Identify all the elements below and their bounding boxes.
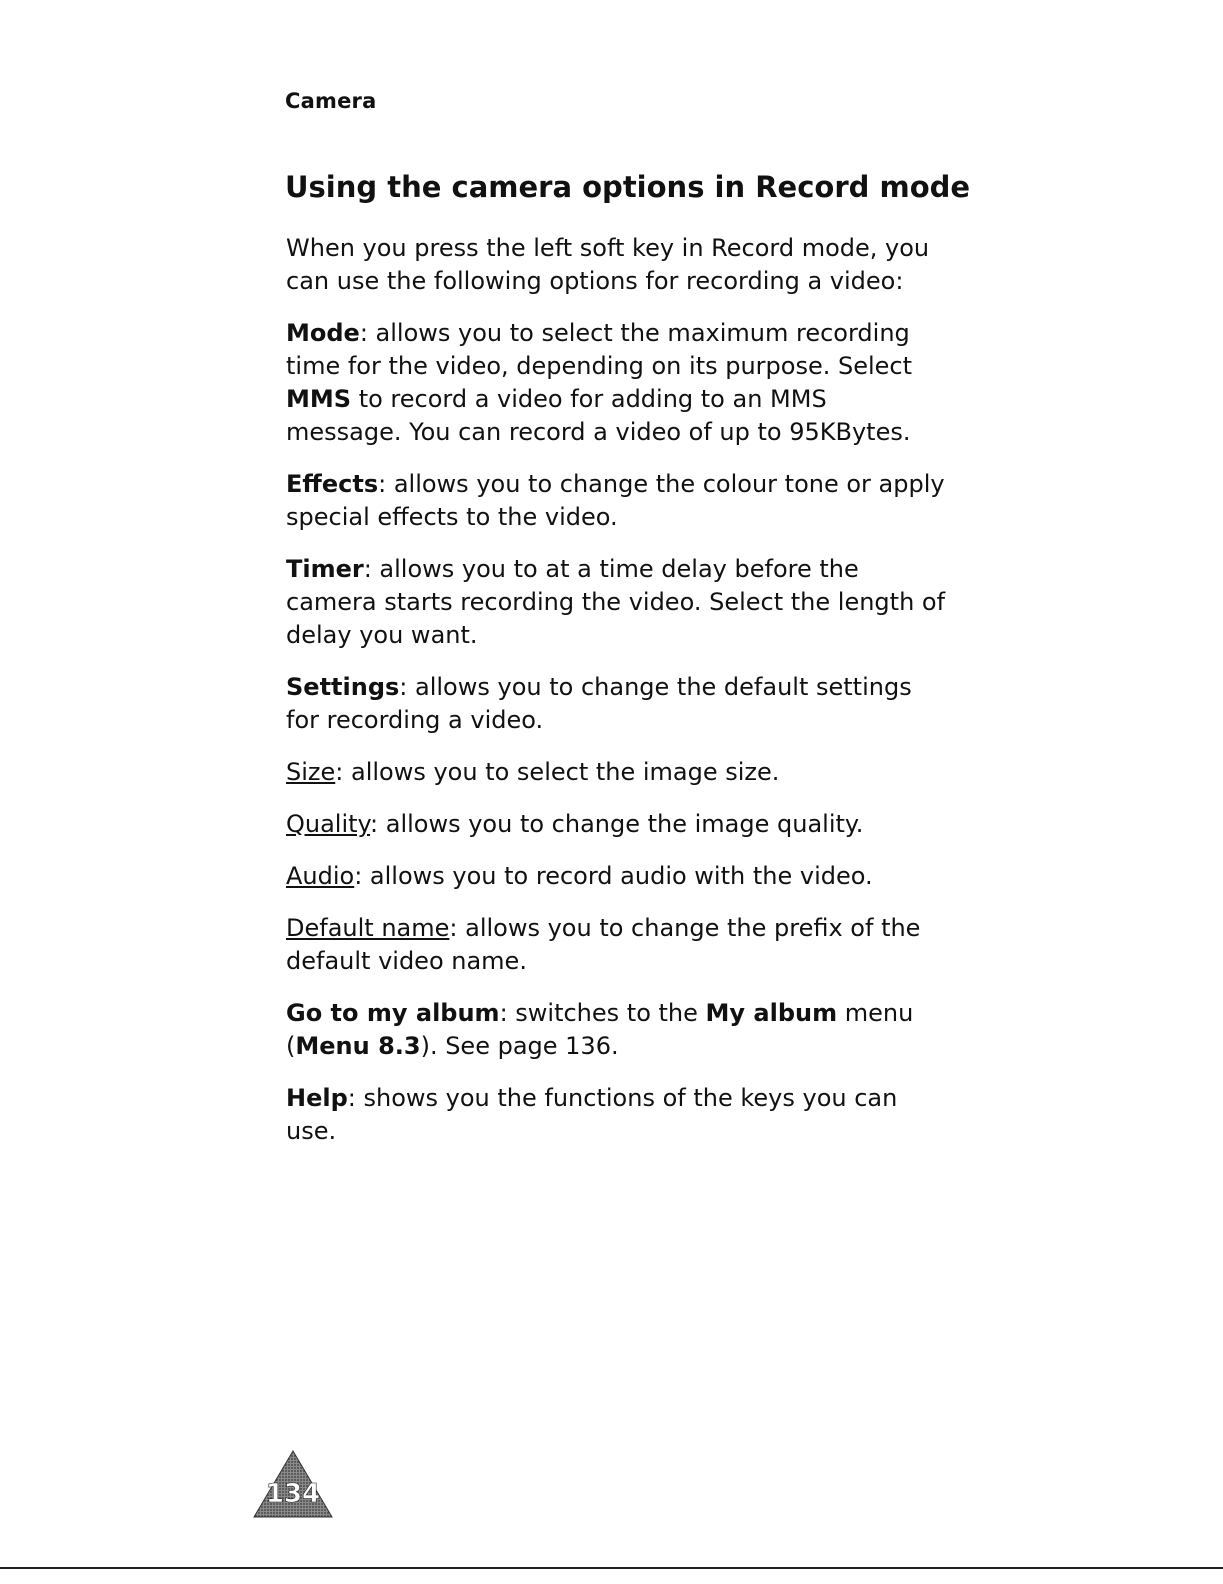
option-term: Help xyxy=(286,1084,348,1112)
option-term: Effects xyxy=(286,470,379,498)
option-term: Mode xyxy=(286,319,360,347)
option-text: : allows you to record audio with the video. xyxy=(354,862,873,890)
option-text: : switches to the xyxy=(499,999,706,1027)
option-help xyxy=(286,1082,946,1148)
page-number: 134 xyxy=(265,1479,321,1509)
option-mode xyxy=(286,317,946,449)
option-text: to record a video for adding to an MMS message. You can record a video of up to 95KBytes. xyxy=(286,385,911,446)
option-timer xyxy=(286,553,946,652)
option-term: My album xyxy=(705,999,838,1027)
option-text: : allows you to change the colour tone or apply special effects to the video. xyxy=(286,470,945,531)
option-text: : allows you to change the default settings for recording a video. xyxy=(286,673,912,734)
option-text: : allows you to change the prefix of the default video name. xyxy=(286,914,921,975)
page-title: Using the camera options in Record mode xyxy=(285,170,971,204)
option-term: Go to my album xyxy=(286,999,500,1027)
sub-option-term: Size xyxy=(286,758,336,786)
option-text: : allows you to at a time delay before the camera starts recording the video. Select the length of delay you want. xyxy=(286,555,946,649)
option-text: menu ( xyxy=(286,999,914,1060)
option-default-name xyxy=(286,912,946,978)
page-content xyxy=(286,232,946,1167)
option-audio xyxy=(286,860,946,893)
option-term: Timer xyxy=(286,555,364,583)
sub-option-term: Audio xyxy=(286,862,355,890)
sub-option-term: Default name xyxy=(286,914,450,942)
option-text: ). See page 136. xyxy=(420,1032,619,1060)
option-text: : allows you to change the image quality. xyxy=(370,810,864,838)
page-number-badge xyxy=(252,1449,334,1519)
option-text: : allows you to select the image size. xyxy=(335,758,780,786)
bottom-rule xyxy=(0,1567,1223,1569)
option-size xyxy=(286,756,946,789)
option-settings xyxy=(286,671,946,737)
option-quality xyxy=(286,808,946,841)
sub-option-term: Quality xyxy=(286,810,371,838)
option-effects xyxy=(286,468,946,534)
option-term: Menu 8.3 xyxy=(295,1032,421,1060)
option-term: MMS xyxy=(286,385,352,413)
section-label: Camera xyxy=(285,89,377,113)
option-term: Settings xyxy=(286,673,400,701)
intro-paragraph: When you press the left soft key in Record mode, you can use the following options for recording a video: xyxy=(286,234,930,295)
option-go-to-album xyxy=(286,997,946,1063)
option-text: : shows you the functions of the keys you can use. xyxy=(286,1084,898,1145)
option-text: : allows you to select the maximum recording time for the video, depending on its purpose. Select xyxy=(286,319,913,380)
